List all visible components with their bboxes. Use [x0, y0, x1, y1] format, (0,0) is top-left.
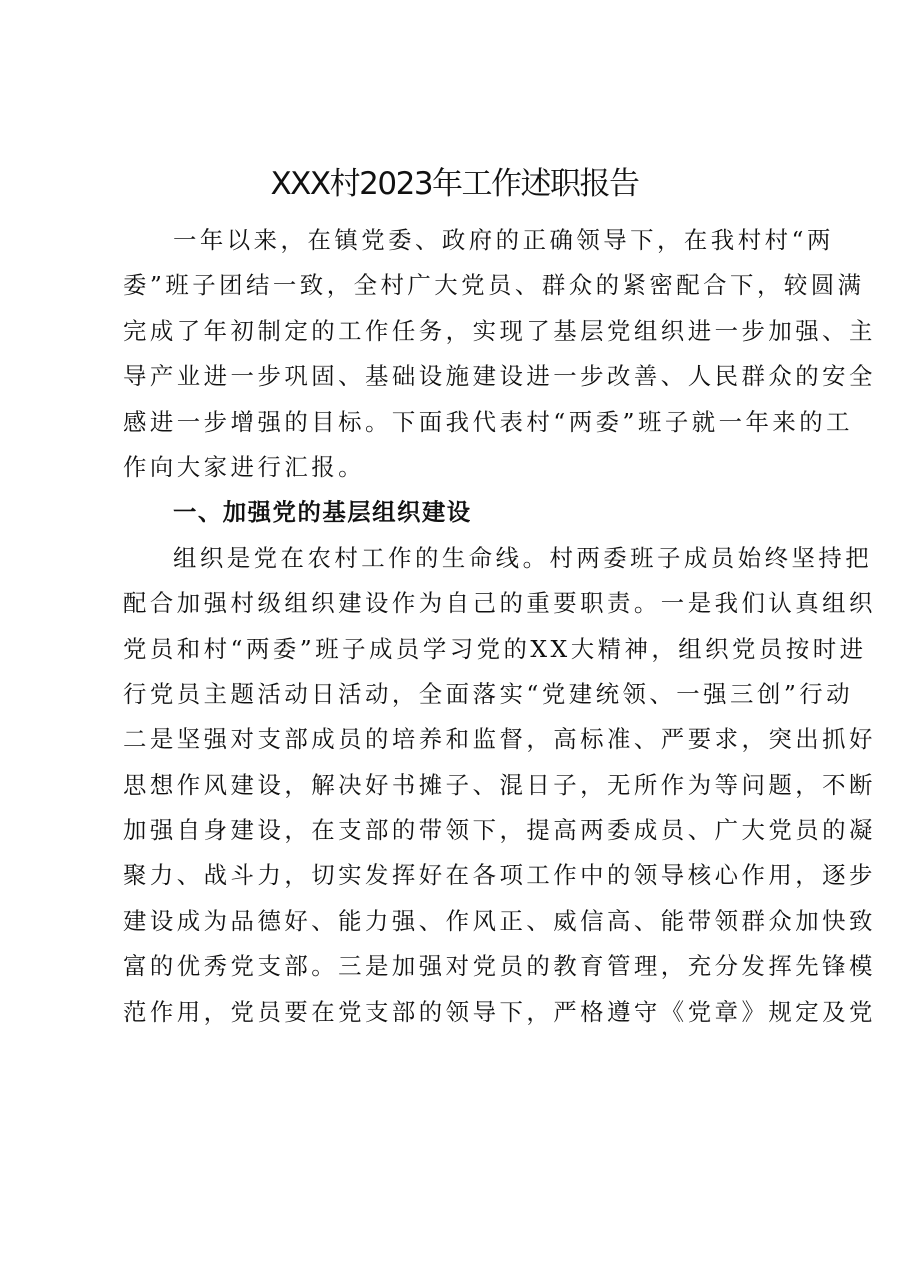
paragraph-line: 加强自身建设，在支部的带领下，提高两委成员、广大党员的凝	[123, 816, 876, 845]
paragraph-1	[123, 218, 876, 490]
paragraph-line: 行党员主题活动日活动，全面落实“党建统领、一强三创”行动	[123, 679, 854, 708]
paragraph-line: 聚力、战斗力，切实发挥好在各项工作中的领导核心作用，逐步	[123, 861, 876, 890]
section-heading: 一、加强党的基层组织建设	[173, 498, 472, 527]
document-body	[123, 218, 876, 1035]
paragraph-line: 思想作风建设，解决好书摊子、混日子，无所作为等问题，不断	[123, 770, 876, 799]
paragraph-line: 范作用，党员要在党支部的领导下，严格遵守《党章》规定及党	[123, 997, 876, 1026]
paragraph-line: 建设成为品德好、能力强、作风正、威信高、能带领群众加快致	[123, 906, 876, 935]
paragraph-line: 一年以来，在镇党委、政府的正确领导下，在我村村“两	[173, 226, 834, 254]
document-title: XXX村2023年工作述职报告	[270, 166, 639, 202]
paragraph-line: 感进一步增强的目标。下面我代表村“两委”班子就一年来的工	[123, 407, 854, 436]
paragraph-line: 党员和村“两委”班子成员学习党的XX大精神，组织党员按时进	[123, 634, 867, 663]
paragraph-line: 委”班子团结一致，全村广大党员、群众的紧密配合下，较圆满	[123, 271, 865, 300]
paragraph-line: 二是坚强对支部成员的培养和监督，高标准、严要求，突出抓好	[123, 725, 876, 754]
paragraph-line: 富的优秀党支部。三是加强对党员的教育管理，充分发挥先锋模	[123, 952, 876, 981]
paragraph-line: 导产业进一步巩固、基础设施建设进一步改善、人民群众的安全	[123, 362, 876, 391]
paragraph-2	[123, 536, 876, 1035]
paragraph-line: 配合加强村级组织建设作为自己的重要职责。一是我们认真组织	[123, 589, 876, 618]
paragraph-line: 组织是党在农村工作的生命线。村两委班子成员始终坚持把	[173, 543, 873, 572]
paragraph-line: 作向大家进行汇报。	[123, 452, 366, 481]
paragraph-line: 完成了年初制定的工作任务，实现了基层党组织进一步加强、主	[123, 316, 876, 345]
